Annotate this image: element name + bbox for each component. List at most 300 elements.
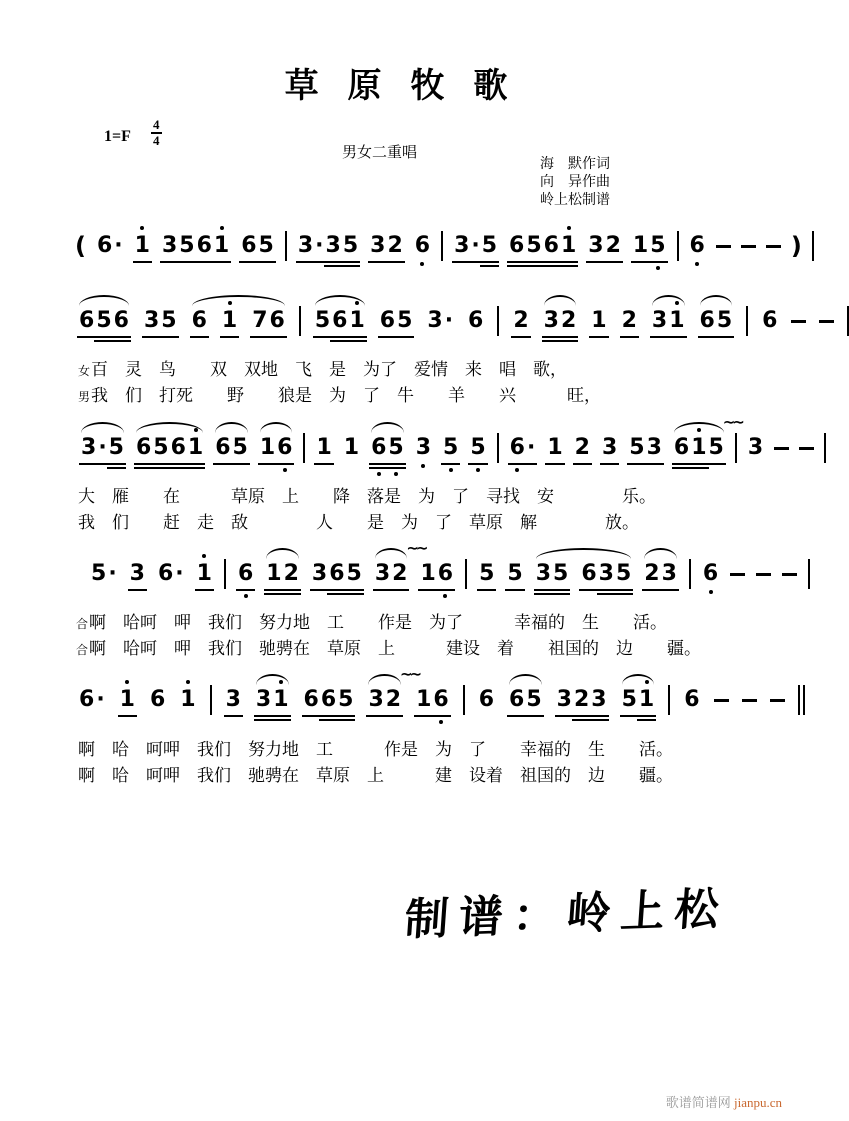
slur-arc	[81, 422, 124, 433]
note-char: 6	[509, 435, 526, 461]
underline	[282, 593, 301, 595]
note-char: 6	[684, 687, 700, 712]
underline	[559, 336, 578, 338]
note	[379, 308, 414, 334]
watermark-link[interactable]: jianpu.cn	[733, 1095, 782, 1110]
paren: (	[75, 232, 86, 260]
underline	[195, 589, 214, 591]
barline	[465, 559, 467, 589]
underline	[715, 336, 734, 338]
slur-group	[535, 561, 633, 587]
underline	[118, 715, 137, 717]
duration-dash	[782, 573, 797, 576]
note-char: 5	[108, 435, 125, 461]
note-char: 5	[478, 561, 495, 587]
underline	[314, 463, 333, 465]
note	[747, 435, 764, 461]
barline	[824, 433, 826, 463]
note-char: ·	[108, 561, 117, 586]
note-char: 3	[297, 233, 314, 259]
note	[426, 308, 454, 334]
underline	[186, 467, 205, 469]
slur-arc	[544, 295, 577, 306]
slur-arc	[375, 548, 408, 559]
underline	[468, 463, 487, 465]
note-char: 6	[543, 233, 560, 259]
note	[414, 233, 431, 259]
watermark	[666, 1092, 782, 1111]
note-char: 6	[113, 308, 130, 334]
note	[134, 233, 151, 259]
note	[96, 233, 124, 259]
note-char: 3	[225, 687, 242, 713]
underline	[614, 593, 633, 595]
note-char: 2	[573, 687, 590, 713]
note-char: 3	[535, 561, 552, 587]
underline	[573, 463, 592, 465]
note-char: 1	[221, 308, 238, 334]
underline	[390, 589, 409, 591]
barline	[441, 231, 443, 261]
barline	[299, 306, 301, 336]
note-char: 1	[134, 233, 151, 259]
note	[214, 435, 249, 461]
barline	[735, 433, 737, 463]
underline	[386, 467, 405, 469]
slur-arc	[215, 422, 248, 433]
note	[628, 435, 663, 461]
note	[196, 561, 213, 587]
lyric-text: 啊 哈呵 呷 我们 驰骋在 草原 上 建设 着 祖国的 边 疆。	[89, 639, 702, 658]
note-char: 6	[370, 435, 387, 461]
note-char: 3	[374, 561, 391, 587]
duration-dash	[714, 699, 729, 702]
note-char: ·	[175, 561, 184, 586]
barline	[812, 231, 814, 261]
credit-composer: 向 异作曲	[540, 175, 610, 190]
note-char: 2	[560, 308, 577, 334]
note	[251, 308, 286, 334]
note	[255, 687, 290, 713]
slur-group	[191, 308, 286, 334]
note-char: ·	[96, 687, 105, 712]
octave-dot-high	[202, 554, 206, 558]
slur-arc	[192, 295, 285, 306]
barline	[497, 433, 499, 463]
duration-dash	[742, 699, 757, 702]
note-char: 5	[178, 233, 195, 259]
note-char: 3	[415, 435, 432, 461]
note-char: 6	[379, 308, 396, 334]
note-char: 1	[668, 308, 685, 334]
octave-dot-low	[656, 266, 660, 270]
note	[506, 561, 523, 587]
note-char: 6	[478, 687, 495, 712]
underline	[341, 265, 360, 267]
note	[143, 308, 178, 334]
underline	[345, 589, 364, 591]
music-line	[90, 539, 810, 592]
note	[580, 561, 632, 587]
slur-arc	[644, 548, 677, 559]
note-char: 6	[762, 308, 778, 333]
note-char: 5	[621, 687, 638, 713]
slur-arc	[700, 295, 733, 306]
note	[556, 687, 608, 713]
note-char: 6	[699, 308, 716, 334]
note	[221, 308, 238, 334]
note-char: 3	[325, 233, 342, 259]
barline	[210, 685, 212, 715]
duration-dash	[756, 573, 771, 576]
underline	[707, 463, 726, 465]
note-char: ·	[97, 435, 107, 461]
note-char: 3	[598, 561, 615, 587]
note-char: 3	[651, 308, 668, 334]
octave-dot-low	[476, 468, 480, 472]
slur-arc	[260, 422, 293, 433]
underline	[107, 467, 126, 469]
note-char: 2	[643, 561, 660, 587]
note	[689, 233, 706, 259]
octave-dot-high	[125, 680, 129, 684]
duration-dash	[799, 447, 814, 450]
note-char: 6	[96, 233, 113, 258]
note	[478, 687, 495, 713]
note-char: 6	[78, 308, 95, 334]
octave-dot-high	[140, 226, 144, 230]
slur-arc	[371, 422, 404, 433]
underline	[386, 463, 405, 465]
note-char: 5	[481, 233, 498, 259]
note	[303, 687, 355, 713]
underline	[224, 715, 243, 717]
underline	[341, 261, 360, 263]
note-char: 5	[258, 233, 275, 259]
note-char: 3	[255, 687, 272, 713]
barline	[808, 559, 810, 589]
note-char: 1	[343, 435, 360, 460]
slur-arc	[622, 674, 655, 685]
note-char: 5	[525, 233, 542, 259]
note	[78, 687, 106, 713]
underline	[645, 463, 664, 465]
underline	[620, 336, 639, 338]
barline	[463, 685, 465, 715]
note-char: 6	[240, 233, 257, 259]
note-char: 2	[605, 233, 622, 259]
barline	[285, 231, 287, 261]
note-char: ·	[114, 233, 123, 258]
note-char: 2	[512, 308, 529, 334]
underline	[395, 336, 414, 338]
underline	[431, 715, 450, 717]
slur-arc	[652, 295, 685, 306]
octave-dot-high	[567, 226, 571, 230]
underline	[220, 336, 239, 338]
note-char: 6	[689, 233, 706, 259]
underline	[282, 589, 301, 591]
note-char: 5	[716, 308, 733, 334]
note-char: 5	[628, 435, 645, 461]
octave-dot-low	[283, 468, 287, 472]
underline	[384, 715, 403, 717]
octave-dot-low	[244, 594, 248, 598]
note-char: 1	[187, 435, 204, 461]
note	[643, 561, 678, 587]
octave-dot-low	[439, 720, 443, 724]
underline	[559, 340, 578, 342]
note	[574, 435, 591, 461]
underline	[436, 589, 455, 591]
note-char: 6	[508, 687, 525, 713]
note	[311, 561, 363, 587]
note	[415, 435, 432, 461]
underline	[551, 589, 570, 591]
note-char: 7	[251, 308, 268, 334]
note-char: 3	[747, 435, 764, 460]
note-char: 6	[149, 687, 166, 712]
barline	[689, 559, 691, 589]
underline	[559, 261, 578, 263]
note	[149, 687, 166, 713]
underline	[385, 261, 404, 263]
music-line	[78, 665, 805, 718]
note	[240, 233, 275, 259]
underline	[525, 463, 537, 465]
note-char: 6	[191, 308, 208, 334]
note	[157, 561, 185, 587]
note-char: 3	[367, 687, 384, 713]
lyric-row	[78, 381, 601, 407]
slur-arc	[368, 674, 401, 685]
note	[543, 308, 578, 334]
slur-arc	[674, 422, 724, 433]
note	[135, 435, 204, 461]
note	[369, 233, 404, 259]
underline	[159, 336, 178, 338]
lyrics-block	[78, 735, 673, 787]
note-char: 5	[396, 308, 413, 334]
underline	[231, 463, 250, 465]
note-char: 1	[638, 687, 655, 713]
note	[119, 687, 136, 713]
underline	[689, 467, 708, 469]
lyric-row	[78, 508, 656, 534]
note-char: 5	[552, 561, 569, 587]
underline	[271, 715, 290, 717]
underline	[637, 719, 656, 721]
lyric-text: 啊 哈 呵呷 我们 努力地 工 作是 为 了 幸福的 生 活。	[78, 740, 673, 759]
voice-label: 男	[78, 390, 91, 404]
credit-transcriber: 岭上松制谱	[540, 193, 610, 208]
octave-dot-low	[709, 590, 713, 594]
note-char: 6	[237, 561, 254, 587]
note	[419, 561, 454, 587]
note-char: 3	[311, 561, 328, 587]
underline	[660, 589, 679, 591]
note-char: 2	[283, 561, 300, 587]
underline	[477, 589, 496, 591]
note-char: 6	[702, 561, 719, 587]
note	[508, 233, 577, 259]
note	[535, 561, 570, 587]
duration-dash	[716, 245, 731, 248]
barline	[746, 306, 748, 336]
note-char: 6	[320, 687, 337, 713]
note-char: 6	[673, 435, 690, 461]
lyrics-block	[78, 482, 656, 534]
underline	[347, 336, 366, 338]
note	[632, 233, 667, 259]
underline	[480, 261, 499, 263]
note-char: 1	[590, 308, 607, 334]
note	[259, 435, 294, 461]
underline	[589, 336, 608, 338]
underline	[551, 593, 570, 595]
note	[508, 687, 543, 713]
note	[315, 435, 332, 461]
underline	[480, 265, 499, 267]
note	[314, 308, 366, 334]
note-char: 6	[580, 561, 597, 587]
duration-dash	[741, 245, 756, 248]
underline	[637, 715, 656, 717]
note-char: 3	[601, 435, 618, 461]
note-char: ·	[444, 308, 454, 333]
underline	[545, 463, 564, 465]
note	[415, 687, 450, 713]
note-char: 3	[369, 233, 386, 259]
note-char: 2	[386, 233, 403, 259]
note	[601, 435, 618, 461]
note	[265, 561, 300, 587]
note-char: 6	[437, 561, 454, 587]
underline	[128, 589, 147, 591]
note-char: 5	[525, 687, 542, 713]
note-char: 6	[303, 687, 320, 713]
note	[621, 308, 638, 334]
note-char: 3	[556, 687, 573, 713]
underline	[268, 336, 287, 338]
underline	[186, 463, 205, 465]
note-char: 6	[276, 435, 293, 461]
key-signature: 1=F	[104, 128, 131, 145]
note	[297, 233, 359, 259]
note-char: 5	[337, 687, 354, 713]
note	[509, 435, 537, 461]
note-char: 5	[387, 435, 404, 461]
lyrics-block	[76, 608, 701, 660]
note	[512, 308, 529, 334]
lyrics-block	[78, 355, 601, 407]
voice-label: 合	[76, 617, 89, 631]
music-line	[78, 303, 849, 339]
underline	[107, 463, 126, 465]
underline	[505, 589, 524, 591]
barline	[224, 559, 226, 589]
lyric-row	[78, 355, 601, 381]
note	[442, 435, 459, 461]
underline	[336, 715, 355, 717]
lyric-text: 啊 哈呵 呷 我们 努力地 工 作是 为了 幸福的 生 活。	[89, 613, 668, 632]
lyric-text: 啊 哈 呵呷 我们 驰骋在 草原 上 建 设着 祖国的 边 疆。	[78, 766, 673, 785]
note	[651, 308, 686, 334]
note-char: 1	[632, 233, 649, 259]
slur-arc	[509, 674, 542, 685]
note-char: 5	[232, 435, 249, 461]
octave-dot-low	[421, 464, 425, 468]
note	[90, 561, 118, 587]
note-char: 1	[272, 687, 289, 713]
octave-dot-high	[186, 680, 190, 684]
note-char: 1	[690, 435, 707, 461]
octave-dot-low	[377, 472, 381, 476]
octave-dot-low	[394, 472, 398, 476]
note-char: 3	[427, 308, 443, 333]
note-char: 6	[170, 435, 187, 461]
underline	[236, 589, 255, 591]
note-char: 5	[160, 308, 177, 334]
note-char: 6	[269, 308, 286, 334]
octave-dot-low	[695, 262, 699, 266]
note	[80, 435, 125, 461]
note-char: 1	[415, 687, 432, 713]
octave-dot-low	[443, 594, 447, 598]
note-char: 1	[213, 233, 230, 259]
note-char: 1	[419, 561, 436, 587]
maker-signature: 制谱：岭上松	[403, 884, 731, 945]
note-char: 5	[649, 233, 666, 259]
note-char: 1	[546, 435, 563, 461]
mordent-icon: ∼∼	[406, 539, 426, 557]
lyric-row	[78, 482, 656, 508]
note-char: 3	[646, 435, 663, 461]
underline	[589, 719, 608, 721]
note	[343, 435, 360, 461]
note	[225, 687, 242, 713]
barline	[497, 306, 499, 336]
note-char: 2	[574, 435, 591, 461]
duration-dash	[819, 320, 834, 323]
note-char: 6	[157, 561, 174, 586]
note	[129, 561, 146, 587]
barline	[668, 685, 670, 715]
note-char: 3	[543, 308, 560, 334]
note-char: 5	[91, 561, 107, 586]
underline	[511, 336, 530, 338]
music-line	[80, 413, 826, 466]
underline	[336, 719, 355, 721]
note-char: 6	[432, 687, 449, 713]
note-char: 5	[469, 435, 486, 461]
lyric-row	[78, 735, 673, 761]
note	[590, 308, 607, 334]
duration-dash	[774, 447, 789, 450]
note-char: 5	[342, 233, 359, 259]
final-barline	[798, 685, 805, 715]
underline	[589, 715, 608, 717]
note-char: 2	[621, 308, 638, 334]
mordent-icon: ∼∼	[722, 413, 742, 431]
underline	[648, 261, 667, 263]
underline	[112, 340, 131, 342]
note-char: 3	[161, 233, 178, 259]
underline	[604, 261, 623, 263]
note-char: 1	[259, 435, 276, 461]
note-char: 1	[196, 561, 213, 587]
note-char: 1	[348, 308, 365, 334]
